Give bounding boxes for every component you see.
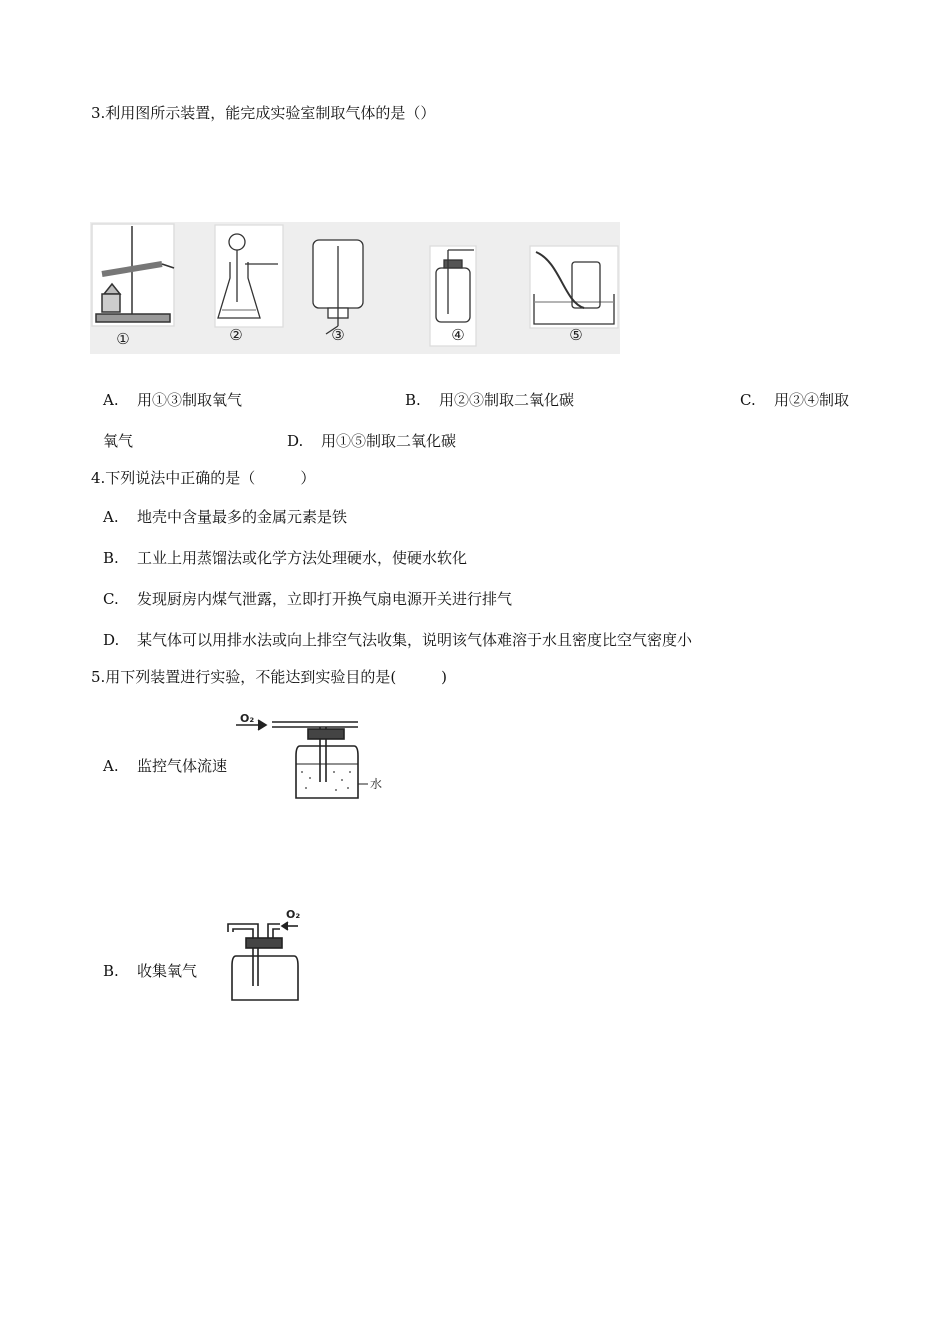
option-text: 发现厨房内煤气泄露，立即打开换气扇电源开关进行排气 <box>137 590 513 608</box>
gas-label: O₂ <box>286 908 301 921</box>
option-text: 用①③制取氧气 <box>137 391 243 409</box>
option-letter: C. <box>103 590 119 608</box>
option-letter: D. <box>287 432 304 450</box>
q4-option-a <box>103 507 347 527</box>
figure-label-3: ③ <box>331 326 345 344</box>
stopper <box>308 729 344 739</box>
apparatus-1-heating <box>92 224 174 326</box>
option-letter: B. <box>405 391 421 409</box>
q4-option-d <box>103 630 692 650</box>
option-text: 工业上用蒸馏法或化学方法处理硬水，使硬水软化 <box>137 549 468 567</box>
arrow-head <box>258 720 266 730</box>
arrow-head <box>282 922 288 930</box>
q3-option-c <box>740 390 849 410</box>
q3-apparatus-figure <box>90 222 620 358</box>
stopper <box>246 938 282 948</box>
figure-label-1: ① <box>116 330 130 348</box>
option-letter: D. <box>103 631 120 649</box>
q5-b-collection-figure <box>218 906 318 1010</box>
q4-option-c <box>103 589 512 609</box>
option-letter: C. <box>740 391 756 409</box>
q3-option-b <box>405 390 574 410</box>
option-text: 用①⑤制取二氧化碳 <box>321 432 457 450</box>
q4-stem: 4.下列说法中正确的是（ ） <box>91 469 316 487</box>
bottle <box>296 746 358 798</box>
q3-apparatus-svg <box>90 222 620 354</box>
option-text: 用②④制取 <box>774 391 850 409</box>
option-letter: A. <box>103 508 119 526</box>
option-text: 收集氧气 <box>137 962 198 980</box>
q4-option-b <box>103 548 467 568</box>
q3-option-d <box>287 431 456 451</box>
option-letter: B. <box>103 962 119 980</box>
option-text: 监控气体流速 <box>137 757 228 775</box>
q5-stem: 5.用下列装置进行实验，不能达到实验目的是( ) <box>91 668 448 686</box>
q5-a-svg <box>236 712 386 804</box>
figure-label-5: ⑤ <box>569 326 583 344</box>
gas-label: O₂ <box>240 712 255 725</box>
q3-option-c-continued: 氧气 <box>103 432 134 450</box>
q5-b-svg <box>218 906 318 1006</box>
option-letter: B. <box>103 549 119 567</box>
bottle <box>232 956 298 1000</box>
figure-label-2: ② <box>229 326 243 344</box>
q5-option-a <box>103 756 227 776</box>
option-text: 某气体可以用排水法或向上排空气法收集，说明该气体难溶于水且密度比空气密度小 <box>137 631 693 649</box>
option-text: 用②③制取二氧化碳 <box>439 391 575 409</box>
option-letter: A. <box>103 391 119 409</box>
q3-option-a <box>103 390 242 410</box>
option-text: 地壳中含量最多的金属元素是铁 <box>137 508 348 526</box>
option-letter: A. <box>103 757 119 775</box>
q5-a-flowmeter-figure <box>236 712 386 808</box>
figure-label-4: ④ <box>451 326 465 344</box>
apparatus-2-flask <box>215 225 283 327</box>
q5-option-b <box>103 961 197 981</box>
water-label: 水 <box>370 777 383 791</box>
q3-stem: 3.利用图所示装置，能完成实验室制取气体的是（） <box>91 104 436 122</box>
apparatus-5-trough <box>530 246 618 328</box>
